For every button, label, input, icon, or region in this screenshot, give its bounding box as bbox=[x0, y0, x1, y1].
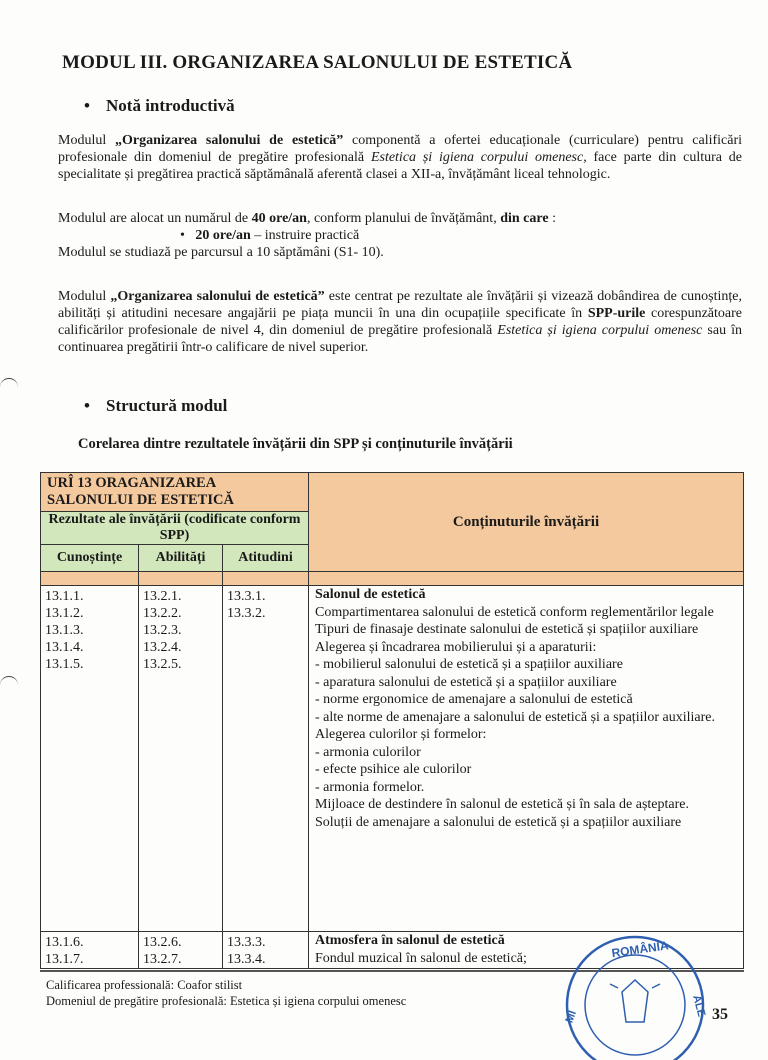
spacer-cell bbox=[223, 572, 309, 586]
abilitati-codes: 13.2.6. 13.2.7. bbox=[139, 932, 223, 969]
bullet-icon: • bbox=[84, 96, 90, 115]
intro-paragraph-2: Modulul are alocat un numărul de 40 ore/an, conform planului de învățământ, din care : • 20 ore/an – instruire practică Modulul se studiază pe parcursul a 10 săptămâni (S1- 10). bbox=[58, 210, 742, 261]
intro-heading-text: Notă introductivă bbox=[106, 96, 235, 115]
content-cell: Atmosfera în salonul de estetică Fondul muzical în salonul de estetică; bbox=[309, 932, 744, 969]
section-heading-structure bbox=[84, 396, 227, 416]
hours-list-item: • 20 ore/an – instruire practică bbox=[180, 228, 360, 243]
binder-hole-mark bbox=[0, 378, 18, 389]
spacer-cell bbox=[309, 572, 744, 586]
atitudini-codes: 13.3.3. 13.3.4. bbox=[223, 932, 309, 969]
stamp-inner-ring bbox=[585, 955, 685, 1055]
content-header-cell: Conținuturile învățării bbox=[309, 473, 744, 572]
content-title: Atmosfera în salonul de estetică bbox=[315, 933, 505, 948]
page-number: 35 bbox=[712, 1006, 728, 1023]
uri-title-cell: URÎ 13 ORAGANIZAREA SALONULUI DE ESTETICĂ bbox=[41, 473, 309, 512]
official-stamp bbox=[560, 930, 710, 1060]
col-header-abilitati: Abilități bbox=[139, 545, 223, 572]
bullet-icon: • bbox=[84, 396, 90, 415]
intro-paragraph-1: Modulul „Organizarea salonului de estetică” componentă a ofertei educaționale (curriculare) pentru calificări profesionale din domeniul de pregătire profesională Estetica și igiena corpului omenesc, face parte din cultura de specialitate și pregătirea practică săptămânală aferentă clasei a XII-a, învățământ liceal tehnologic. bbox=[58, 133, 742, 182]
spacer-cell bbox=[139, 572, 223, 586]
cunostinte-codes: 13.1.6. 13.1.7. bbox=[41, 932, 139, 969]
footer-qualification: Calificarea professională: Coafor stilist bbox=[46, 978, 243, 992]
results-header-cell: Rezultate ale învățării (codificate conform SPP) bbox=[41, 512, 309, 545]
binder-hole-mark bbox=[0, 676, 18, 687]
atitudini-codes: 13.3.1. 13.3.2. bbox=[223, 586, 309, 932]
intro-paragraph-4: Modulul „Organizarea salonului de estetică” este centrat pe rezultate ale învățării și vizează dobândirea de cunoștințe, abilități și atitudini necesare angajării pe piața muncii în una din ocupațiile specificate în SPP-urile corespunzătoare calificărilor profesionale de nivel 4, din domeniul de pregătire profesională Estetica și igiena corpului omenesc sau în continuarea pregătirii într-o calificare de nivel superior. bbox=[58, 289, 743, 355]
stamp-left-text: MI bbox=[563, 1009, 579, 1025]
stamp-top-text: ROMÂNIA bbox=[610, 938, 670, 961]
table-row bbox=[41, 586, 744, 932]
module-title: MODUL III. ORGANIZAREA SALONULUI DE ESTETICĂ bbox=[62, 52, 573, 73]
col-header-cunostinte: Cunoștințe bbox=[41, 545, 139, 572]
bullet-icon: • bbox=[180, 228, 196, 243]
content-cell: Salonul de estetică Compartimentarea salonului de estetică conform reglementărilor legale Tipuri de finasaje destinate salonului de estetică și spațiilor auxiliare Alegerea și încadrarea mobilierului și a aparaturii: - mobilierul salonului de estetică și a spațiilor auxiliare - aparatura salonului de estetică și a spațiilor auxiliare - norme ergonomice de amenajare a salonului de estetică - alte norme de amenajare a salonului de estetică și a spațiilor auxiliare. Alegerea culorilor și formelor: - armonia culorilor - efecte psihice ale culorilor - armonia formelor. Mijloace de destindere în salonul de estetică și în sala de așteptare. Soluții de amenajare a salonului de estetică și a spațiilor auxiliare bbox=[309, 586, 744, 932]
stamp-right-text: ALE bbox=[690, 993, 708, 1019]
structure-heading-text: Structură modul bbox=[106, 396, 228, 415]
eagle-wings-icon bbox=[610, 984, 660, 988]
abilitati-codes: 13.2.1. 13.2.2. 13.2.3. 13.2.4. 13.2.5. bbox=[139, 586, 223, 932]
col-header-atitudini: Atitudini bbox=[223, 545, 309, 572]
spacer-cell bbox=[41, 572, 139, 586]
intro-paragraph-3: Modulul se studiază pe parcursul a 10 săptămâni (S1- 10). bbox=[58, 245, 384, 260]
footer-domain: Domeniul de pregătire profesională: Estetica și igiena corpului omenesc bbox=[46, 994, 407, 1008]
table-caption: Corelarea dintre rezultatele învățării din SPP și conținuturile învățării bbox=[78, 436, 513, 452]
coat-of-arms-icon bbox=[622, 980, 648, 1022]
section-heading-intro bbox=[84, 96, 235, 116]
content-title: Salonul de estetică bbox=[315, 587, 426, 602]
cunostinte-codes: 13.1.1. 13.1.2. 13.1.3. 13.1.4. 13.1.5. bbox=[41, 586, 139, 932]
correlation-table bbox=[40, 472, 744, 969]
